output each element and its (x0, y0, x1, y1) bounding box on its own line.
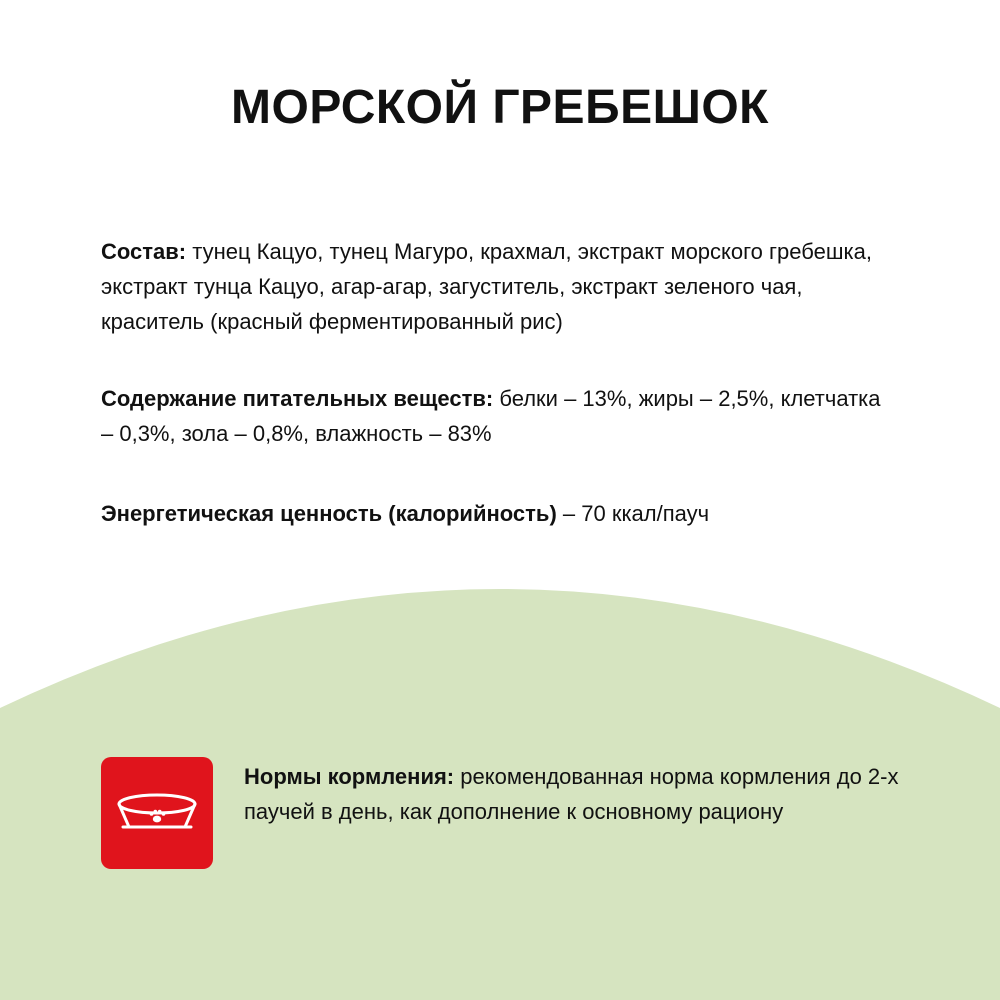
energy-text: – 70 ккал/пауч (556, 501, 710, 526)
feeding-label: Нормы кормления: (244, 764, 455, 789)
feeding-text: рекомендованная норма кормления до 2-х паучей в день, как дополнение к основному рациону (244, 764, 899, 824)
page-title: МОРСКОЙ ГРЕБЕШОК (231, 81, 769, 134)
nutrients-label: Содержание питательных веществ: (101, 386, 494, 411)
pet-bowl-icon (101, 757, 213, 869)
composition-label: Состав: (101, 239, 187, 264)
nutrients-text: белки – 13%, жиры – 2,5%, клетчатка – 0,3%, зола – 0,8%, влажность – 83% (101, 386, 881, 446)
energy-paragraph (101, 496, 881, 531)
feeding-paragraph (244, 759, 904, 829)
energy-label: Энергетическая ценность (калорийность) (101, 501, 557, 526)
nutrients-paragraph (101, 381, 881, 451)
composition-paragraph (101, 234, 881, 339)
composition-text: тунец Кацуо, тунец Магуро, крахмал, экстракт морского гребешка, экстракт тунца Кацуо, агар-агар, загуститель, экстракт зеленого чая, краситель (красный ферментированный рис) (101, 239, 872, 334)
